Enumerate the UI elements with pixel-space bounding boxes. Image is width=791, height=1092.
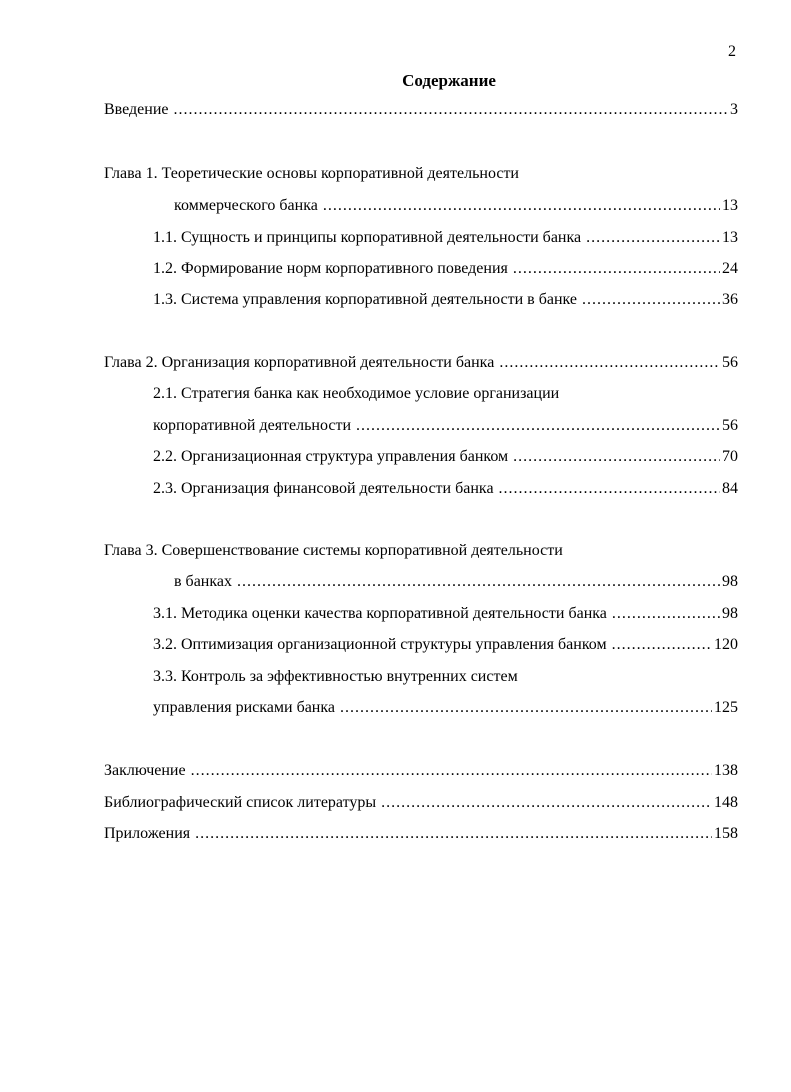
toc-entry-page: 3 [730, 101, 738, 118]
toc-entry-page: 13 [722, 229, 738, 246]
toc-leader-dots [499, 353, 720, 373]
page-number: 2 [728, 43, 736, 60]
toc-entry-label: 1.1. Сущность и принципы корпоративной деятельности банка [153, 229, 582, 246]
toc-entry-page: 36 [722, 291, 738, 308]
toc-entry-label: Приложения [104, 825, 191, 842]
toc-leader-dots [499, 479, 720, 499]
toc-section-1-3 [153, 290, 738, 310]
toc-chapter-1-heading: Глава 1. Теоретические основы корпоративной деятельности [104, 165, 519, 182]
toc-entry-page: 24 [722, 260, 738, 277]
toc-section-2-1-heading: 2.1. Стратегия банка как необходимое условие организации [153, 385, 560, 402]
toc-entry-page: 84 [722, 480, 738, 497]
toc-section-2-1-continuation [153, 416, 738, 436]
toc-entry-appendices [104, 824, 738, 844]
toc-leader-dots [340, 698, 712, 718]
toc-chapter-1-continuation [174, 196, 738, 216]
toc-entry-introduction [104, 100, 738, 120]
toc-entry-page: 56 [722, 354, 738, 371]
toc-section-1-1 [153, 228, 738, 248]
toc-entry-page: 70 [722, 448, 738, 465]
toc-entry-label: 2.3. Организация финансовой деятельности банка [153, 480, 494, 497]
toc-entry-label: 3.1. Методика оценки качества корпоративной деятельности банка [153, 605, 607, 622]
toc-entry-page: 158 [714, 825, 738, 842]
toc-leader-dots [612, 635, 712, 655]
toc-entry-page: 13 [722, 197, 738, 214]
toc-leader-dots [323, 196, 720, 216]
toc-entry-page: 148 [714, 794, 738, 811]
toc-leader-dots [586, 228, 720, 248]
toc-leader-dots [513, 259, 720, 279]
toc-entry-label: Заключение [104, 762, 186, 779]
toc-entry-label: 1.3. Система управления корпоративной деятельности в банке [153, 291, 577, 308]
toc-leader-dots [582, 290, 720, 310]
toc-entry-bibliography [104, 793, 738, 813]
toc-entry-label: управления рисками банка [153, 699, 335, 716]
toc-leader-dots [513, 447, 720, 467]
toc-section-2-3 [153, 479, 738, 499]
toc-entry-page: 120 [714, 636, 738, 653]
toc-section-3-3-continuation [153, 698, 738, 718]
toc-leader-dots [356, 416, 720, 436]
toc-leader-dots [237, 572, 720, 592]
toc-entry-page: 98 [722, 573, 738, 590]
toc-entry-label: Введение [104, 101, 169, 118]
toc-entry-label: корпоративной деятельности [153, 417, 352, 434]
toc-entry-page: 98 [722, 605, 738, 622]
toc-chapter-2 [104, 353, 738, 373]
toc-section-2-2 [153, 447, 738, 467]
toc-entry-page: 56 [722, 417, 738, 434]
toc-section-3-2 [153, 635, 738, 655]
toc-entry-label: коммерческого банка [174, 197, 318, 214]
toc-leader-dots [381, 793, 712, 813]
toc-entry-page: 125 [714, 699, 738, 716]
toc-leader-dots [191, 761, 712, 781]
toc-leader-dots [195, 824, 712, 844]
toc-entry-label: в банках [174, 573, 232, 590]
toc-leader-dots [174, 100, 729, 120]
toc-entry-label: 1.2. Формирование норм корпоративного поведения [153, 260, 508, 277]
toc-section-3-1 [153, 604, 738, 624]
toc-leader-dots [612, 604, 720, 624]
toc-entry-page: 138 [714, 762, 738, 779]
toc-chapter-3-heading: Глава 3. Совершенствование системы корпоративной деятельности [104, 542, 563, 559]
toc-section-3-3-heading: 3.3. Контроль за эффективностью внутренних систем [153, 668, 518, 685]
toc-entry-label: 3.2. Оптимизация организационной структуры управления банком [153, 636, 607, 653]
toc-section-1-2 [153, 259, 738, 279]
toc-entry-label: 2.2. Организационная структура управления банком [153, 448, 509, 465]
toc-chapter-3-continuation [174, 572, 738, 592]
toc-entry-conclusion [104, 761, 738, 781]
toc-title: Содержание [402, 71, 496, 90]
toc-entry-label: Глава 2. Организация корпоративной деятельности банка [104, 354, 495, 371]
toc-entry-label: Библиографический список литературы [104, 794, 377, 811]
